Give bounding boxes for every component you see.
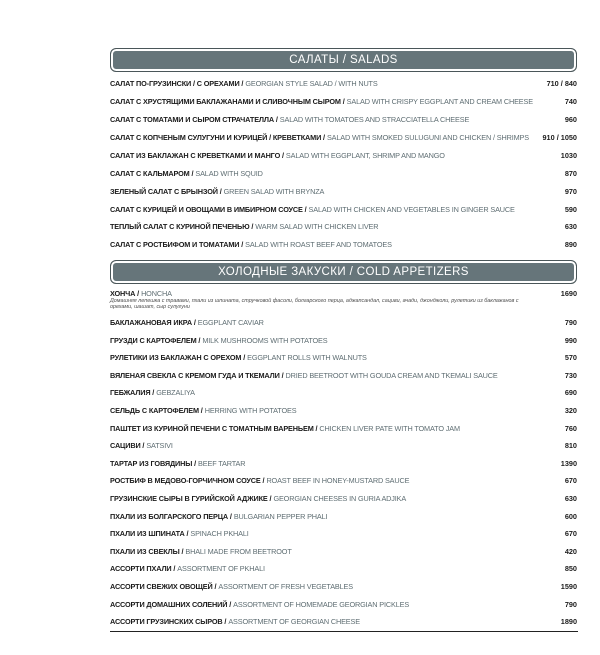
- item-name-en: SALAD WITH SMOKED SULUGUNI AND CHICKEN / SHRIMPS: [326, 132, 529, 142]
- item-name-en: CHICKEN LIVER PATE WITH TOMATO JAM: [319, 423, 460, 433]
- item-price: 1890: [560, 617, 577, 627]
- item-name-ru: САЛАТ С КУРИЦЕЙ И ОВОЩАМИ В ИМБИРНОМ СОУСЕ /: [110, 204, 307, 214]
- item-name-ru: ПХАЛИ ИЗ БОЛГАРСКОГО ПЕРЦА /: [110, 511, 232, 521]
- item-name-en: EGGPLANT ROLLS WITH WALNUTS: [247, 353, 367, 363]
- item-price: 790: [564, 318, 577, 328]
- item-price: 600: [564, 511, 577, 521]
- cold-appetizers-section-header: ХОЛОДНЫЕ ЗАКУСКИ / COLD APPETIZERS: [110, 260, 577, 284]
- item-name-ru: ГЕБЖАЛИЯ /: [110, 388, 155, 398]
- menu-item: [110, 507, 578, 525]
- item-name-en: WARM SALAD WITH CHICKEN LIVER: [255, 222, 379, 232]
- item-price: 710 / 840: [546, 79, 577, 89]
- item-name-en: DRIED BEETROOT WITH GOUDA CREAM AND TKEMALI SAUCE: [285, 370, 498, 380]
- menu-item: [110, 129, 578, 147]
- item-name-en: GEORGIAN STYLE SALAD / WITH NUTS: [245, 79, 378, 89]
- item-name-ru: ГРУЗДИ С КАРТОФЕЛЕМ /: [110, 335, 201, 345]
- menu-item: [110, 402, 578, 420]
- item-price: 420: [564, 546, 577, 556]
- item-name-ru: ПАШТЕТ ИЗ КУРИНОЙ ПЕЧЕНИ С ТОМАТНЫМ ВАРЕНЬЕМ /: [110, 423, 318, 433]
- item-name-en: BHALI MADE FROM BEETROOT: [185, 546, 292, 556]
- item-name-en: SALAD WITH CRISPY EGGPLANT AND CREAM CHEESE: [346, 97, 533, 107]
- menu-item: [110, 595, 578, 613]
- menu-item: [110, 147, 578, 165]
- item-price: 870: [564, 168, 577, 178]
- item-price: 990: [564, 335, 577, 345]
- item-name-ru: АССОРТИ ПХАЛИ /: [110, 564, 176, 574]
- menu-item: [110, 331, 578, 349]
- menu-item: [110, 182, 578, 200]
- item-name-en: EGGPLANT CAVIAR: [197, 318, 264, 328]
- menu-item: [110, 200, 578, 218]
- menu-item: [110, 472, 578, 490]
- item-name-ru: ЗЕЛЕНЫЙ САЛАТ С БРЫНЗОЙ /: [110, 186, 222, 196]
- menu-item: [110, 560, 578, 578]
- menu-item: [110, 525, 578, 543]
- item-name-ru: ХОНЧА /: [110, 288, 140, 298]
- item-name-ru: ПХАЛИ ИЗ СВЕКЛЫ /: [110, 546, 184, 556]
- menu-item: [110, 578, 578, 596]
- item-price: 910 / 1050: [542, 132, 577, 142]
- menu-page: [110, 48, 578, 632]
- item-name-en: ASSORTMENT OF GEORGIAN CHEESE: [228, 617, 360, 627]
- item-name-ru: ПХАЛИ ИЗ ШПИНАТА /: [110, 529, 189, 539]
- item-price: 1390: [560, 458, 577, 468]
- menu-item-honcha: [110, 286, 578, 298]
- item-name-ru: САЛАТ С ТОМАТАМИ И СЫРОМ СТРАЧАТЕЛЛА /: [110, 115, 278, 125]
- item-name-ru: ТАРТАР ИЗ ГОВЯДИНЫ /: [110, 458, 197, 468]
- item-name-en: SALAD WITH ROAST BEEF AND TOMATOES: [245, 240, 392, 250]
- item-name-ru: БАКЛАЖАНОВАЯ ИКРА /: [110, 318, 196, 328]
- item-price: 790: [564, 599, 577, 609]
- item-name-en: GEBZALIYA: [156, 388, 195, 398]
- item-price: 850: [564, 564, 577, 574]
- item-name-ru: САЦИВИ /: [110, 441, 145, 451]
- item-name-en: BULGARIAN PEPPER PHALI: [233, 511, 328, 521]
- item-name-en: GREEN SALAD WITH BRYNZA: [223, 186, 325, 196]
- menu-item: [110, 419, 578, 437]
- item-name-ru: РОСТБИФ В МЕДОВО-ГОРЧИЧНОМ СОУСЕ /: [110, 476, 265, 486]
- item-price: 760: [564, 423, 577, 433]
- menu-item: [110, 75, 578, 93]
- item-price: 630: [564, 222, 577, 232]
- item-name-en: MILK MUSHROOMS WITH POTATOES: [202, 335, 328, 345]
- item-price: 740: [564, 97, 577, 107]
- item-name-en: SALAD WITH TOMATOES AND STRACCIATELLA CHEESE: [279, 115, 470, 125]
- item-name-ru: САЛАТ ИЗ БАКЛАЖАН С КРЕВЕТКАМИ И МАНГО /: [110, 150, 284, 160]
- item-price: 730: [564, 370, 577, 380]
- item-name-en: SPINACH PKHALI: [190, 529, 249, 539]
- item-price: 630: [564, 493, 577, 503]
- item-price: 1690: [560, 288, 577, 298]
- item-description: Домашняя лепешка с травами, пхали из шпината, стручковой фасоли, болгарского перца, аджапсандал, сациви, ачади, джонджоли, рулетики из баклажанов с орехами, шашат, сыр сулугуни: [110, 297, 519, 311]
- item-name-en: ASSORTMENT OF FRESH VEGETABLES: [218, 581, 353, 591]
- item-name-ru: АССОРТИ СВЕЖИХ ОВОЩЕЙ /: [110, 581, 217, 591]
- item-name-ru: САЛАТ С КАЛЬМАРОМ /: [110, 168, 194, 178]
- item-name-en: SATSIVI: [146, 441, 173, 451]
- menu-item: [110, 314, 578, 332]
- menu-item: [110, 613, 578, 631]
- menu-item: [110, 455, 578, 473]
- item-price: 320: [564, 405, 577, 415]
- item-name-ru: САЛАТ С ХРУСТЯЩИМИ БАКЛАЖАНАМИ И СЛИВОЧНЫМ СЫРОМ /: [110, 97, 345, 107]
- item-name-ru: СЕЛЬДЬ С КАРТОФЕЛЕМ /: [110, 405, 203, 415]
- item-price: 970: [564, 186, 577, 196]
- item-name-ru: ВЯЛЕНАЯ СВЕКЛА С КРЕМОМ ГУДА И ТКЕМАЛИ /: [110, 370, 284, 380]
- item-name-ru: РУЛЕТИКИ ИЗ БАКЛАЖАН С ОРЕХОМ /: [110, 353, 246, 363]
- item-name-ru: АССОРТИ ДОМАШНИХ СОЛЕНИЙ /: [110, 599, 232, 609]
- menu-item: [110, 543, 578, 561]
- menu-item: [110, 437, 578, 455]
- menu-item: [110, 111, 578, 129]
- bottom-divider: [110, 631, 578, 632]
- item-name-ru: САЛАТ С КОПЧЕНЫМ СУЛУГУНИ И КУРИЦЕЙ / КРЕВЕТКАМИ /: [110, 132, 325, 142]
- item-price: 1030: [560, 150, 577, 160]
- item-price: 1590: [560, 581, 577, 591]
- item-price: 670: [564, 476, 577, 486]
- item-price: 890: [564, 240, 577, 250]
- item-name-en: SALAD WITH SQUID: [195, 168, 263, 178]
- item-name-ru: АССОРТИ ГРУЗИНСКИХ СЫРОВ /: [110, 617, 227, 627]
- item-name-ru: ТЕПЛЫЙ САЛАТ С КУРИНОЙ ПЕЧЕНЬЮ /: [110, 222, 254, 232]
- item-name-en: ASSORTMENT OF HOMEMADE GEORGIAN PICKLES: [233, 599, 410, 609]
- item-price: 670: [564, 529, 577, 539]
- item-name-ru: ГРУЗИНСКИЕ СЫРЫ В ГУРИЙСКОЙ АДЖИКЕ /: [110, 493, 272, 503]
- menu-item: [110, 93, 578, 111]
- item-price: 690: [564, 388, 577, 398]
- menu-item: [110, 218, 578, 236]
- item-name-en: HONCHA: [141, 288, 172, 298]
- item-name-en: GEORGIAN CHEESES IN GURIA ADJIKA: [273, 493, 407, 503]
- salads-list: [110, 75, 578, 254]
- menu-item: [110, 384, 578, 402]
- item-price: 960: [564, 115, 577, 125]
- menu-item: [110, 349, 578, 367]
- item-name-en: ROAST BEEF IN HONEY-MUSTARD SAUCE: [266, 476, 410, 486]
- item-price: 590: [564, 204, 577, 214]
- menu-item: [110, 164, 578, 182]
- item-name-en: ASSORTMENT OF PKHALI: [177, 564, 265, 574]
- menu-item: [110, 490, 578, 508]
- item-price: 570: [564, 353, 577, 363]
- item-name-ru: САЛАТ ПО-ГРУЗИНСКИ / С ОРЕХАМИ /: [110, 79, 244, 89]
- item-price: 810: [564, 441, 577, 451]
- menu-item: [110, 236, 578, 254]
- salads-section-header: САЛАТЫ / SALADS: [110, 48, 577, 72]
- menu-item: [110, 367, 578, 385]
- cold-appetizers-list: [110, 314, 578, 631]
- item-name-en: HERRING WITH POTATOES: [204, 405, 297, 415]
- item-name-en: SALAD WITH EGGPLANT, SHRIMP AND MANGO: [285, 150, 445, 160]
- item-name-en: BEEF TARTAR: [198, 458, 246, 468]
- item-name-en: SALAD WITH CHICKEN AND VEGETABLES IN GINGER SAUCE: [308, 204, 515, 214]
- item-name-ru: САЛАТ С РОСТБИФОМ И ТОМАТАМИ /: [110, 240, 244, 250]
